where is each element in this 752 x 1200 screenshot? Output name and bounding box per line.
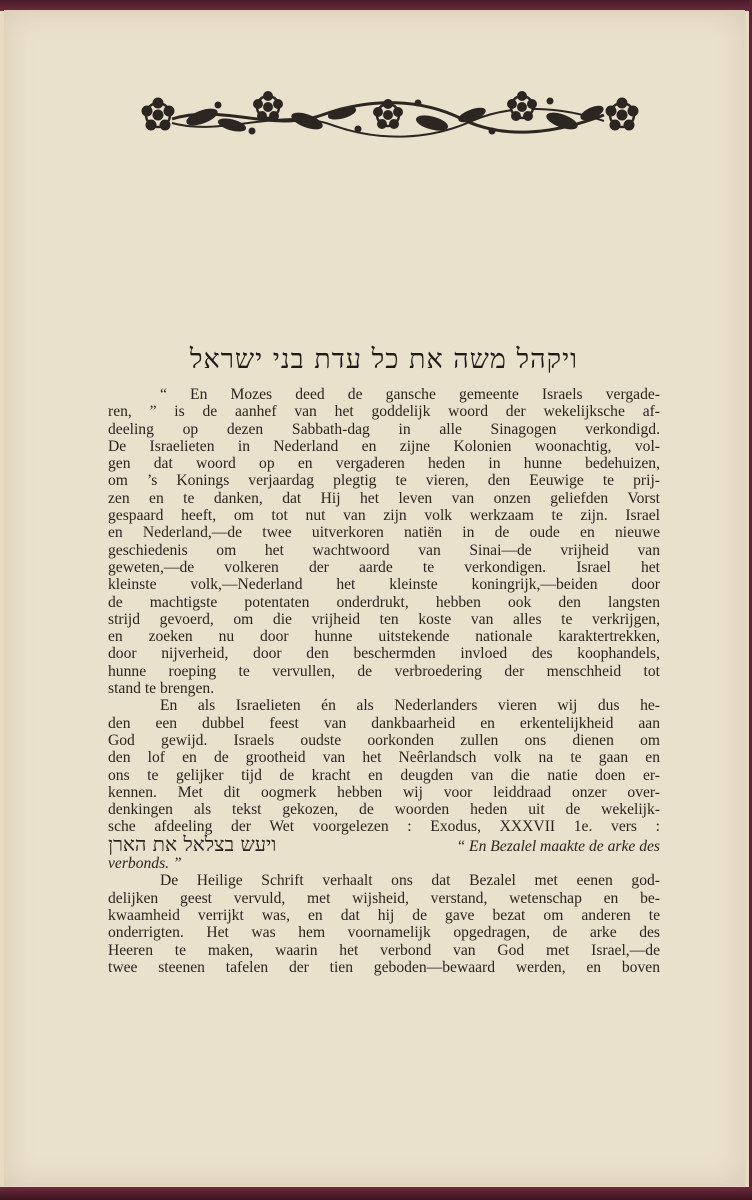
paragraph-1 [108,386,660,697]
text-line: sche afdeeling der Wet voorgelezen : Exodus, XXXVII 1e. vers : [108,818,660,836]
text-line: den een dubbel feest van dankbaarheid en erkentelijkheid aan [108,714,660,732]
text-line: “ En Mozes deed de gansche gemeente Israels vergade- [160,386,660,403]
hebrew-quote: ויעש בצלאל את הארן [108,831,277,856]
text-line: hunne roeping te vervullen, de verbroedering der menschheid tot [108,662,660,680]
text-line: deeling op dezen Sabbath-dag in alle Sinagogen verkondigd. [108,420,660,438]
text-line: En als Israelieten én als Nederlanders vieren wij dus he- [160,697,660,715]
dutch-quote: “ En Bezalel maakte de arke des [456,837,660,855]
text-line: De Heilige Schrift verhaalt ons dat Bezalel met eenen god- [160,872,660,890]
text-line: ons te gelijker tijd de kracht en deugden van die natie doen er- [108,766,660,784]
text-line: kennen. Met dit oogmerk hebben wij voor leiddraad onzer over- [108,783,660,801]
hebrew-heading: ויקהל משה את כל עדת בני ישראל [189,344,579,375]
text-line: delijken geest vervuld, met wijsheid, verstand, wetenschap en be- [108,889,660,907]
text-line: geweten,—de volkeren der aarde te verkondigen. Israel het [108,558,660,576]
text-line: twee steenen tafelen der tien geboden—bewaard werden, en boven [108,958,660,976]
text-line: om ’s Konings verjaardag plegtig te vieren, den Eeuwige te prij- [108,472,660,490]
text-line: ren, ” is de aanhef van het goddelijk woord der wekelijksche af- [108,403,660,421]
scripture-quote-line [108,831,660,856]
text-line: stand te brengen. [108,680,215,698]
text-line: De Israelieten in Nederland en zijne Kolonien woonachtig, vol- [108,437,660,455]
text-line: de machtigste potentaten onderdrukt, hebben ook den langsten [108,593,660,611]
text-line: strijd gevoerd, om die vrijheid ten koste van alles te verkrijgen, [108,610,660,628]
text-line: door nijverheid, door den beschermden invloed des koophandels, [108,645,660,663]
text-line: gespaard heeft, om tot nut van zijn volk werkzaam te zijn. Israel [108,507,660,525]
quote-end: verbonds. ” [108,855,182,873]
paragraph-2 [108,697,660,872]
floral-headpiece-ornament [132,85,644,143]
text-line: Heeren te maken, waarin het verbond van God met Israel,—de [108,941,660,959]
text-line: gen dat woord op en vergaderen heden in hunne bedehuizen, [108,455,660,473]
text-line: en Nederland,—de twee uitverkoren natiën in de oude en nieuwe [108,524,660,542]
text-line: kleinste volk,—Nederland het kleinste koningrijk,—beiden door [108,576,660,594]
paragraph-3 [108,872,660,976]
page [4,10,745,1186]
text-line: onderrigten. Het was hem voornamelijk opgedragen, de arke des [108,924,660,942]
text-line: en zoeken nu door hunne uitstekende nationale karaktertrekken, [108,628,660,646]
text-line: zen en te danken, dat Hij het leven van onzen geliefden Vorst [108,489,660,507]
text-line: God gewijd. Israels oudste oorkonden zullen ons dienen om [108,731,660,749]
text-line: geschiedenis om het wachtwoord van Sinai—de vrijheid van [108,541,660,559]
text-block [108,340,660,976]
text-line: den lof en de grootheid van het Neêrlandsch volk na te gaan en [108,749,660,767]
text-line: denkingen als tekst gekozen, de woorden heden uit de wekelijk- [108,801,660,819]
text-line: kwaamheid verrijkt was, en dat hij de gave bezat om anderen te [108,906,660,924]
binding-edge-bottom [0,1187,752,1200]
